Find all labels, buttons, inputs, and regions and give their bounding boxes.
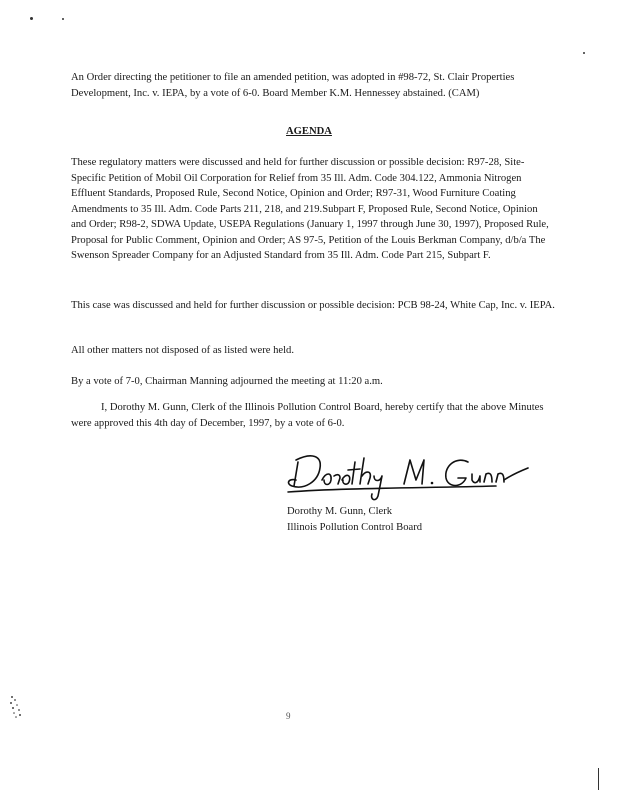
paragraph-order: An Order directing the petitioner to file an amended petition, was adopted in #98-72, St. Clair Properties Development, Inc. v. IEPA, by a vote of 6-0. Board Member K.M. Hennessey abstained. (CAM) — [71, 72, 515, 99]
section-heading-agenda: AGENDA — [286, 126, 332, 137]
scan-speck — [62, 18, 64, 20]
scan-noise-mark — [8, 694, 26, 720]
page-number: 9 — [286, 711, 291, 721]
handwritten-signature — [282, 440, 532, 506]
paragraph-adjourn: By a vote of 7-0, Chairman Manning adjourned the meeting at 11:20 a.m. — [71, 376, 383, 387]
signer-organization: Illinois Pollution Control Board — [287, 521, 423, 533]
scan-speck — [583, 52, 585, 54]
signature-block — [287, 504, 422, 535]
scan-speck — [598, 768, 599, 790]
paragraph-agenda: These regulatory matters were discussed and held for further discussion or possible decision: R97-28, Site-Specific Petition of Mobil Oil Corporation for Relief from 35 Ill. Adm. Code 304.122, Ammonia Nitrogen Effluent Standards, Proposed Rule, Second Notice, Opinion and Order; R97-31, Wood Furniture Coating Amendments to 35 Ill. Adm. Code Parts 211, 218, and 219.Subpart F, Proposed Rule, Second Notice, Opinion and Order; R98-2, SDWA Update, USEPA Regulations (January 1, 1997 through June 30, 1997), Proposed Rule, Proposal for Public Comment, Opinion and Order; AS 97-5, Petition of the Louis Berkman Company, d/b/a The Swenson Spreader Company for an Adjusted Standard from 35 Ill. Adm. Code Part 215, Subpart F. — [71, 157, 549, 261]
scan-speck — [30, 17, 33, 20]
paragraph-other-matters: All other matters not disposed of as listed were held. — [71, 345, 295, 356]
paragraph-certification: I, Dorothy M. Gunn, Clerk of the Illinois Pollution Control Board, hereby certify that the above Minutes were approved this 4th day of December, 1997, by a vote of 6-0. — [71, 402, 544, 429]
signer-name: Dorothy M. Gunn, Clerk — [287, 506, 393, 517]
paragraph-case: This case was discussed and held for further discussion or possible decision: PCB 98-24, White Cap, Inc. v. IEPA. — [71, 300, 555, 311]
